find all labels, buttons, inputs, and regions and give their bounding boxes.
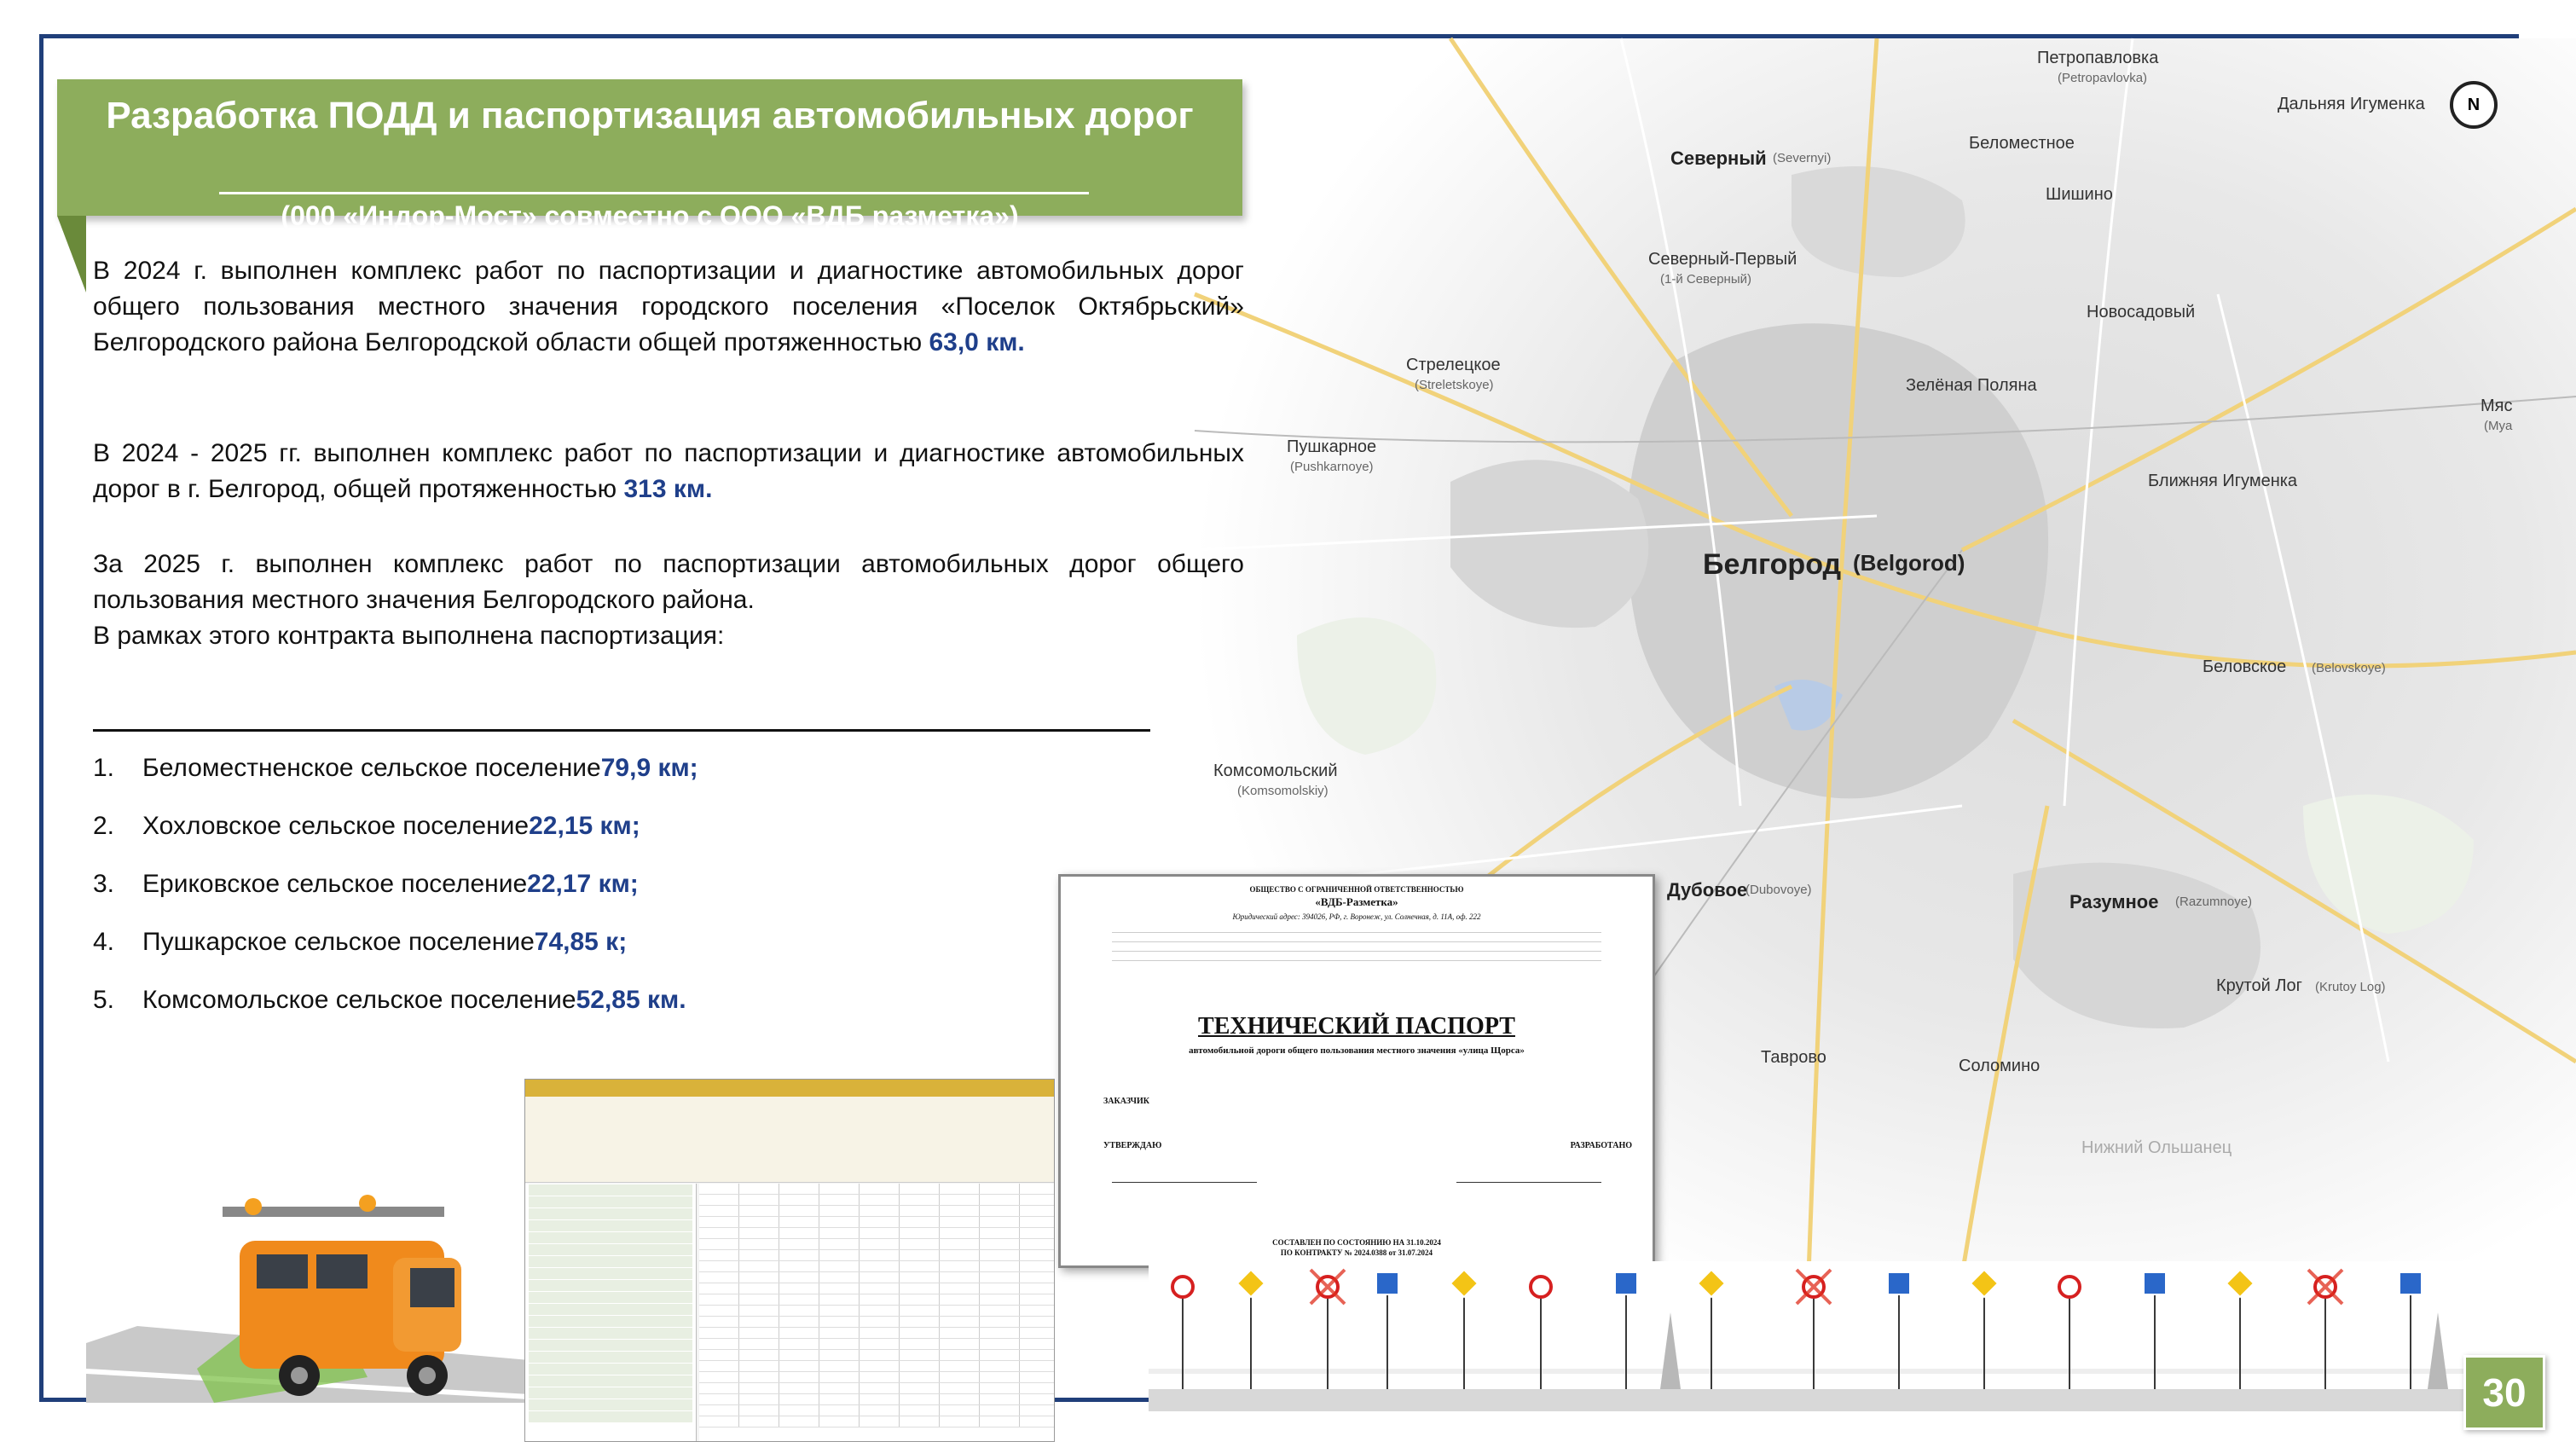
map-label-petropavlovka: Петропавловка	[2037, 49, 2159, 67]
compass-icon: N	[2450, 81, 2498, 129]
map-sub-komsomolsky: (Komsomolskiy)	[1237, 784, 1329, 798]
map-label-myas: Мяс	[2480, 397, 2513, 415]
list-item: 5. Комсомольское сельское поселение 52,85 км.	[93, 986, 686, 1014]
map-sub-petropavlovka: (Petropavlovka)	[2058, 71, 2148, 85]
passport-requisites	[1112, 928, 1601, 962]
software-tree-panel	[525, 1184, 697, 1441]
map-label-shishino: Шишино	[2046, 185, 2113, 204]
passport-org-line2: «ВДБ-Разметка»	[1315, 895, 1398, 908]
map-sub-belovskoe: (Belovskoye)	[2312, 661, 2386, 675]
paragraph-2-text: В 2024 - 2025 гг. выполнен комплекс работ по паспортизации и диагностике автомобильных дорог в г. Белгород, общей протяженностью	[93, 439, 1244, 503]
passport-org-details: Юридический адрес: 394026, РФ, г. Воронеж, ул. Солнечная, д. 11А, оф. 222	[1232, 912, 1481, 921]
map-label-nizhny: Нижний Ольшанец	[2081, 1138, 2232, 1157]
title-banner	[57, 79, 1242, 231]
passport-status-line2: ПО КОНТРАКТУ № 2024.0388 от 31.07.2024	[1280, 1248, 1433, 1257]
paragraph-4-text: В рамках этого контракта выполнена паспортизация:	[93, 622, 725, 650]
section-divider	[93, 729, 1150, 732]
map-label-krutoylog: Крутой Лог	[2216, 976, 2302, 995]
passport-signature-line-right	[1456, 1182, 1601, 1183]
map-label-dubovoe: Дубовое	[1667, 879, 1748, 901]
list-item: 2. Хохловское сельское поселение 22,15 км;	[93, 812, 640, 840]
passport-developer-label: РАЗРАБОТАНО	[1570, 1141, 1632, 1150]
paragraph-1-text: В 2024 г. выполнен комплекс работ по паспортизации и диагностике автомобильных дорог общего пользования местного значения городского поселения «Поселок Октябрьский» Белгородского района Белгородской области общей протяженностью	[93, 257, 1244, 356]
software-data-grid	[699, 1184, 1054, 1441]
software-screenshot	[524, 1079, 1055, 1442]
paragraph-4	[93, 618, 1244, 654]
title-divider	[219, 192, 1089, 194]
paragraph-3-text: За 2025 г. выполнен комплекс работ по паспортизации автомобильных дорог общего пользования местного значения Белгородского района.	[93, 550, 1244, 614]
map-sub-myas: (Мya	[2484, 419, 2513, 433]
map-label-belomestnoe: Беломестное	[1969, 134, 2075, 153]
passport-subtitle: автомобильной дороги общего пользования местного значения «улица Щорса»	[1189, 1045, 1525, 1056]
page-number: 30	[2463, 1355, 2545, 1430]
map-label-novosadovy: Новосадовый	[2087, 303, 2196, 321]
map-label-zelenaya: Зелёная Поляна	[1906, 376, 2037, 395]
map-sub-krutoylog: (Krutoy Log)	[2315, 980, 2386, 994]
road-lab-van-illustration	[86, 1147, 530, 1403]
list-item: 3. Ериковское сельское поселение 22,17 км;	[93, 870, 639, 898]
paragraph-3	[93, 547, 1244, 618]
software-title-bar	[525, 1080, 1054, 1097]
paragraph-1-value: 63,0 км.	[929, 328, 1025, 356]
map-sub-severny: (Severnyi)	[1773, 151, 1832, 165]
passport-customer-label: ЗАКАЗЧИК	[1103, 1097, 1149, 1106]
passport-approved-label: УТВЕРЖДАЮ	[1103, 1141, 1162, 1150]
map-sub-severny1: (1-й Северный)	[1660, 272, 1751, 287]
map-label-solomino: Соломино	[1959, 1057, 2041, 1075]
map-label-komsomolsky: Комсомольский	[1213, 762, 1338, 780]
paragraph-1	[93, 253, 1244, 361]
technical-passport-document	[1058, 874, 1655, 1268]
page-subtitle: (000 «Индор-Мост» совместно с ООО «ВДБ разметка»)	[281, 200, 1019, 231]
map-sub-pushkarnoe: (Pushkarnoye)	[1290, 460, 1374, 474]
settlement-list	[93, 751, 698, 1041]
list-item: 4. Пушкарское сельское поселение 74,85 к;	[93, 928, 628, 956]
map-label-dalnyaya: Дальняя Игуменка	[2278, 95, 2425, 113]
software-ribbon	[525, 1097, 1054, 1183]
map-sub-belgorod: (Belgorod)	[1853, 550, 1965, 576]
passport-status-line1: СОСТАВЛЕН ПО СОСТОЯНИЮ НА 31.10.2024	[1272, 1238, 1441, 1247]
road-signs-scheme	[1149, 1261, 2521, 1411]
map-label-tavrovo: Таврово	[1761, 1048, 1826, 1067]
map-sub-razumnoe: (Razumnoye)	[2175, 895, 2253, 909]
map-label-severny1: Северный-Первый	[1648, 250, 1797, 269]
map-label-blizhnyaya: Ближняя Игуменка	[2148, 472, 2298, 490]
map-label-razumnoe: Разумное	[2069, 891, 2159, 912]
map-sub-dubovoe: (Dubovoye)	[1745, 883, 1812, 897]
map-label-belovskoe: Беловское	[2203, 657, 2287, 676]
paragraph-2	[93, 436, 1244, 507]
paragraph-2-value: 313 км.	[623, 475, 713, 503]
passport-title: ТЕХНИЧЕСКИЙ ПАСПОРТ	[1198, 1013, 1515, 1040]
passport-signature-line-left	[1112, 1182, 1257, 1183]
banner-fold	[57, 216, 86, 292]
list-item: 1. Беломестненское сельское поселение 79,9 км;	[93, 754, 698, 782]
map-label-belgorod: Белгород	[1703, 548, 1842, 581]
map-label-severny: Северный	[1670, 148, 1767, 169]
page-title: Разработка ПОДД и паспортизация автомобильных дорог	[106, 95, 1194, 136]
map-label-pushkarnoe: Пушкарное	[1287, 437, 1377, 456]
passport-org-line1: ОБЩЕСТВО С ОГРАНИЧЕННОЙ ОТВЕТСТВЕННОСТЬЮ	[1249, 885, 1464, 894]
slide-frame	[39, 34, 2527, 1415]
map-sub-streletskoe: (Streletskoye)	[1415, 378, 1494, 392]
map-label-streletskoe: Стрелецкое	[1406, 356, 1501, 374]
